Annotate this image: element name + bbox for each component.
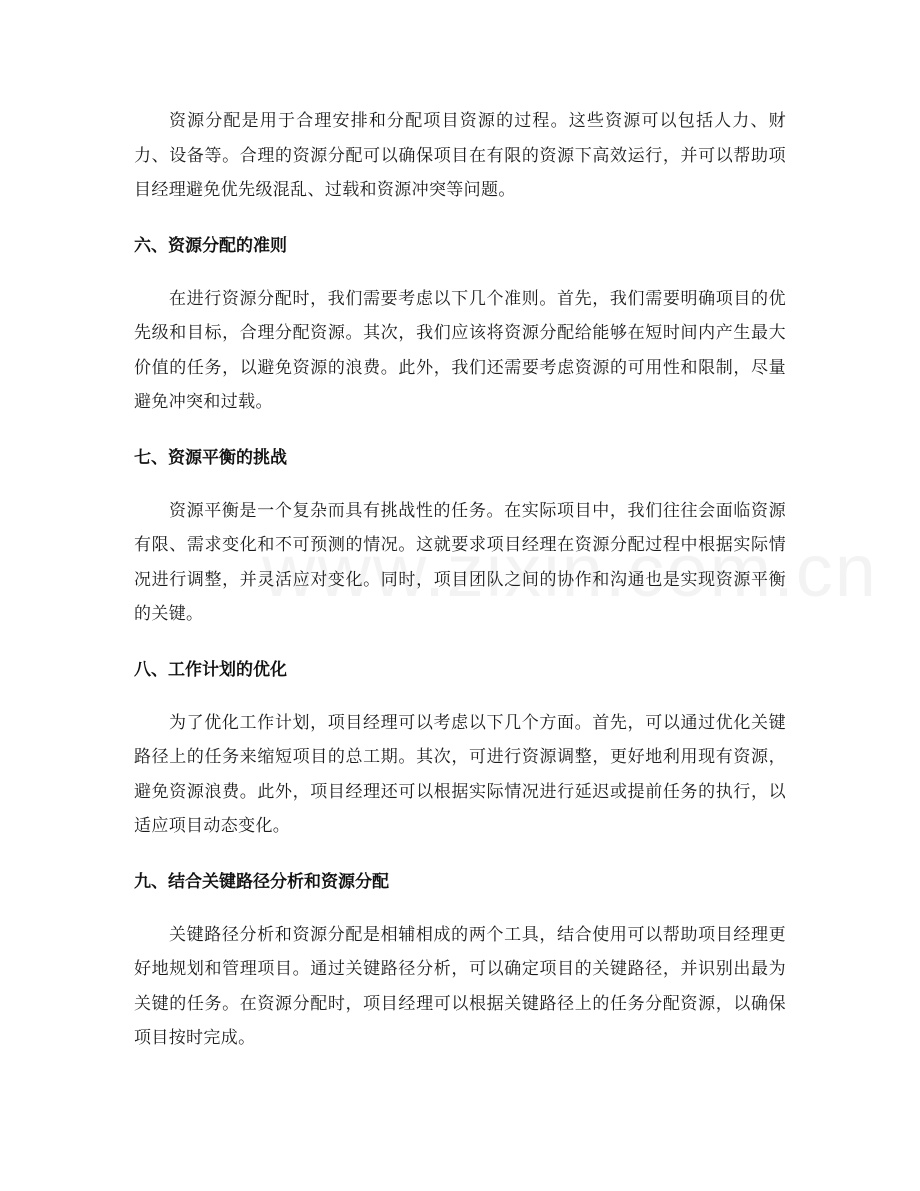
section-paragraph-7: 资源平衡是一个复杂而具有挑战性的任务。在实际项目中，我们往往会面临资源有限、需求变化和不可预测的情况。这就要求项目经理在资源分配过程中根据实际情况进行调整，并灵活应对变化。同时，项目团队之间的协作和沟通也是实现资源平衡的关键。 xyxy=(134,500,786,624)
section-heading-9: 九、结合关键路径分析和资源分配 xyxy=(134,871,389,892)
section-paragraph-8: 为了优化工作计划，项目经理可以考虑以下几个方面。首先，可以通过优化关键路径上的任务来缩短项目的总工期。其次，可进行资源调整，更好地利用现有资源，避免资源浪费。此外，项目经理还可以根据实际情况进行延迟或提前任务的执行，以适应项目动态变化。 xyxy=(134,712,786,836)
section-paragraph-9: 关键路径分析和资源分配是相辅相成的两个工具，结合使用可以帮助项目经理更好地规划和管理项目。通过关键路径分析，可以确定项目的关键路径，并识别出最为关键的任务。在资源分配时，项目经理可以根据关键路径上的任务分配资源，以确保项目按时完成。 xyxy=(134,924,786,1048)
document-body xyxy=(134,104,786,1056)
section-heading-6: 六、资源分配的准则 xyxy=(134,235,287,256)
section-heading-7: 七、资源平衡的挑战 xyxy=(134,447,287,468)
section-heading-8: 八、工作计划的优化 xyxy=(134,659,287,680)
section-paragraph-6: 在进行资源分配时，我们需要考虑以下几个准则。首先，我们需要明确项目的优先级和目标，合理分配资源。其次，我们应该将资源分配给能够在短时间内产生最大价值的任务，以避免资源的浪费。此外，我们还需要考虑资源的可用性和限制，尽量避免冲突和过载。 xyxy=(134,288,786,412)
intro-paragraph: 资源分配是用于合理安排和分配项目资源的过程。这些资源可以包括人力、财力、设备等。合理的资源分配可以确保项目在有限的资源下高效运行，并可以帮助项目经理避免优先级混乱、过载和资源冲突等问题。 xyxy=(134,111,786,200)
